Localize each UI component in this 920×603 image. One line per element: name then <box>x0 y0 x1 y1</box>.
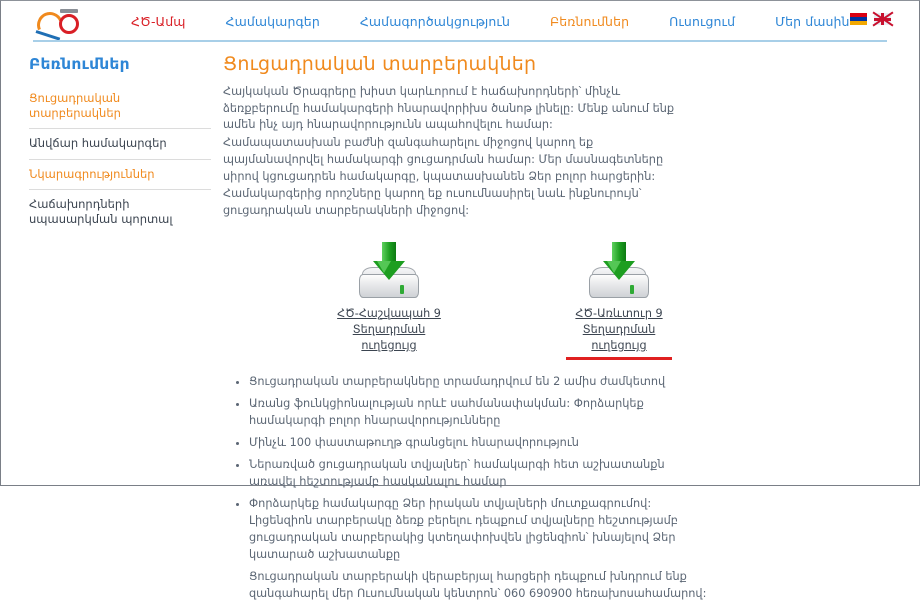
page-body <box>1 42 919 603</box>
highlight-underline <box>566 357 672 360</box>
logo-ring-icon <box>59 14 79 34</box>
list-item: • Ցուցադրական տարբերակները տրամադրվում են 2 ամիս ժամկետով <box>249 374 693 391</box>
list-item: • Մինչև 100 փաստաթուղթ գրանցելու հնարավորություն <box>249 435 693 452</box>
sidebar-item-demo-versions[interactable]: Ցուցադրական տարբերակներ <box>29 84 211 129</box>
intro-paragraph-1: Հայկական Ծրագրերը խիստ կարևորում է հաճախորդների՝ մինչև ձեռքբերումը համակարգերի հնարավորիխս ծանոթ լինելը: Մենք անում ենք ամեն ինչ այդ հնարավորությունն ապահովելու համար: <box>223 85 675 132</box>
download-drive-icon[interactable] <box>583 242 655 302</box>
sidebar-item-free-systems[interactable]: Անվճար համակարգեր <box>29 129 211 159</box>
sidebar-title: Բեռնումներ <box>29 55 130 73</box>
sidebar-item-descriptions[interactable]: Նկարագրություններ <box>29 160 211 190</box>
download-title-arevtur[interactable]: ՀԾ-Առևտուր 9 <box>575 306 663 320</box>
logo-bar-icon <box>60 9 78 13</box>
nav-item-training[interactable]: Ուսուցում <box>669 14 736 29</box>
closing-paragraph: Ցուցադրական տարբերակի վերաբերյալ հարցերի դեպքում խնդրում ենք զանգահարել մեր Ուսումնական կենտրոն՝ 060 690900 հեռախոսահամարով: <box>249 569 707 600</box>
download-guide-hashvapah[interactable]: Տեղադրման ուղեցույց <box>352 322 426 353</box>
list-item: • Առանց ֆունկցիոնալության որևէ սահմանափակման: Փորձարկեք համակարգի բոլոր հնարավորությունները <box>249 396 693 430</box>
downloads-section <box>223 242 895 361</box>
sidebar-item-support-portal[interactable]: Հաճախորդների սպասարկման պորտալ <box>29 196 173 226</box>
language-switcher <box>850 13 891 25</box>
download-drive-icon[interactable] <box>353 242 425 302</box>
feature-list <box>223 374 693 563</box>
main-navigation <box>111 14 870 29</box>
nav-item-downloads[interactable]: Բեռնումներ <box>549 14 630 29</box>
english-flag-icon[interactable] <box>874 13 891 25</box>
nav-item-systems[interactable]: Համակարգեր <box>225 14 320 29</box>
armenian-flag-icon[interactable] <box>850 13 867 25</box>
nav-item-amp[interactable]: ՀԾ-Ամպ <box>131 14 186 29</box>
download-title-hashvapah[interactable]: ՀԾ-Հաշվապահ 9 <box>337 306 441 320</box>
intro-paragraph-2: Համապատասխան բաժնի զանգահարելու միջոցով կարող եք պայմանավորվել համակարգի ցուցադրման համար: Մեր մասնագետները սիրով կցուցադրեն համակարգը, կպատասխանեն Ձեր բոլոր հարցերին: <box>223 136 664 183</box>
list-item: • Ներառված ցուցադրական տվյալներ՝ համակարգի հետ աշխատանքն առավել հեշտությամբ հասկանալու համար <box>249 457 693 491</box>
download-item-arevtur[interactable] <box>559 242 679 361</box>
nav-item-about[interactable]: Մեր մասին <box>775 14 850 29</box>
download-item-hashvapah[interactable] <box>329 242 449 361</box>
nav-item-cooperation[interactable]: Համագործակցություն <box>359 14 510 29</box>
site-header <box>1 1 919 42</box>
page-title: Ցուցադրական տարբերակներ <box>223 53 537 75</box>
header-divider <box>33 40 887 42</box>
site-logo[interactable] <box>31 5 89 39</box>
sidebar <box>29 53 211 603</box>
list-item: • Փորձարկեք համակարգը Ձեր իրական տվյալների մուտքագրումով: Լիցենզիոն տարբերակը ձեռք բերելու դեպքում տվյալները հեշտությամբ ցուցադրական տարբերակից կտեղափոխվեն լիցենզիոն՝ խնայելով Ձեր կատարած աշխատանքը <box>249 496 693 564</box>
main-content <box>223 53 919 603</box>
intro-paragraph-3: Համակարգերից որոշները կարող եք ուսումնասիրել նաև ինքնուրույն՝ ցուցադրական տարբերակների միջոցով: <box>223 187 642 218</box>
download-guide-arevtur[interactable]: Տեղադրման ուղեցույց <box>582 322 656 353</box>
